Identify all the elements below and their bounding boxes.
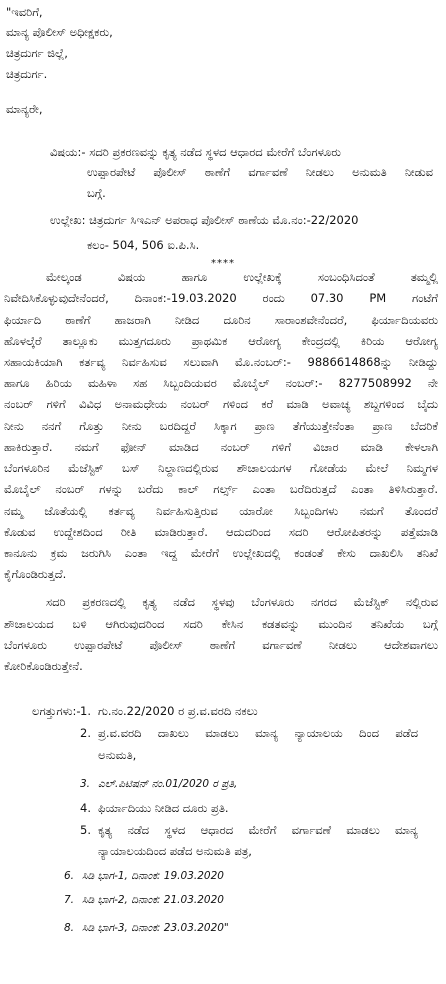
paragraph-line: ಕೈಗೊಂಡಿರುತ್ತದೆ. <box>4 567 67 581</box>
enclosure-item: ಪ್ರ.ವ.ವರದಿ ದಾಖಲು ಮಾಡಲು ಮಾನ್ಯ ನ್ಯಾಯಾಲಯ ದಿಂದ ಪಡೆದ <box>98 726 418 740</box>
enclosure-number: 4. <box>80 801 91 815</box>
enclosure-item: ಕೃತ್ಯ ನಡೆದ ಸ್ಥಳದ ಆಧಾರದ ಮೇರೆಗೆ ವರ್ಗಾವಣೆ ಮಾಡಲು ಮಾನ್ಯ <box>98 823 418 837</box>
paragraph-line: ಮೊಬೈಲ್ ನಂಬರ್ ಗಳನ್ನು ಬರೆದು ಕಾಲ್ ಗರ್ಲ್ಸ್ ಎಂತಾ ಬರೆದಿರುತ್ತದೆ ಎಂತಾ ತಿಳಿಸಿರುತ್ತಾರೆ. <box>4 482 438 496</box>
enclosure-number: 5. <box>80 823 91 837</box>
subject-line: ಬಗ್ಗೆ. <box>87 186 106 200</box>
paragraph-line: ಕಾನೂನು ಕ್ರಮ ಜರುಗಿಸಿ ಎಂತಾ ಇದ್ದ ಮೇರೆಗೆ ಉಲ್ಲೇಖದಲ್ಲಿ ಕಂಡಂತೆ ಕೇಸು ದಾಖಲಿಸಿ ತನಿಖೆ <box>4 546 438 560</box>
salutation: ಮಾನ್ಯರೇ, <box>6 102 43 116</box>
enclosure-number: 7. <box>64 894 75 906</box>
paragraph-line: ಸದರಿ ಪ್ರಕರಣದಲ್ಲಿ ಕೃತ್ಯ ನಡೆದ ಸ್ಥಳವು ಬೆಂಗಳೂರು ನಗರದ ಮೆಜೆಸ್ಟಿಕ್ ನಲ್ಲಿರುವ <box>46 595 438 609</box>
address-line: "ಇವರಿಗೆ, <box>6 5 43 19</box>
enclosure-item: ನ್ಯಾಯಾಲಯದಿಂದ ಪಡೆದ ಅನುಮತಿ ಪತ್ರ, <box>98 844 252 858</box>
enclosure-item: ಫಿರ್ಯಾದಿಯು ನೀಡಿದ ದೂರು ಪ್ರತಿ. <box>98 801 229 815</box>
enclosure-item: ಎಲ್.ಪಿಟಿಷನ್ ನಂ.01/2020 ರ ಪ್ರತಿ, <box>98 778 238 790</box>
paragraph-line: ಸಹಾಯಕಿಯಾಗಿ ಕರ್ತವ್ಯ ನಿರ್ವಹಿಸುವ ಸಲುವಾಗಿ ಮೊ.ನಂಬರ್:- 9886614868ನ್ನು ನೀಡಿದ್ದು <box>4 355 438 369</box>
paragraph-line: ನಿವೇದಿಸಿಕೊಳ್ಳುವುದೇನೆಂದರೆ, ದಿನಾಂಕ:-19.03.2020 ರಂದು 07.30 PM ಗಂಟೆಗೆ <box>4 291 438 305</box>
subject-line: ಉಪ್ಪಾರಪೇಟೆ ಪೊಲೀಸ್ ಠಾಣೆಗೆ ವರ್ಗಾವಣೆ ನೀಡಲು ಅನುಮತಿ ನೀಡುವ <box>87 165 433 179</box>
paragraph-line: ಬೆಂಗಳೂರು ಉಪ್ಪಾರಪೇಟೆ ಪೊಲೀಸ್ ಠಾಣೆಗೆ ವರ್ಗಾವಣೆ ನೀಡಲು ಆದೇಶವಾಗಲು <box>4 638 438 652</box>
paragraph-line: ಬೆಂಗಳೂರಿನ ಮೆಜೆಸ್ಟಿಕ್ ಬಸ್ ನಿಲ್ದಾಣದಲ್ಲಿರುವ ಶೌಚಾಲಯಗಳ ಗೋಡೆಯ ಮೇಲೆ ನಿಮ್ಮಗಳ <box>4 461 438 475</box>
subject-line: ವಿಷಯ:- ಸದರಿ ಪ್ರಕರಣವನ್ನು ಕೃತ್ಯ ನಡೆದ ಸ್ಥಳದ ಆಧಾರದ ಮೇರೆಗೆ ಬೆಂಗಳೂರು <box>50 145 341 159</box>
paragraph-line: ಕೊಡುವ ಉದ್ದೇಶದಿಂದ ರೀತಿ ಮಾಡಿರುತ್ತಾರೆ. ಆದುದರಿಂದ ಸದರಿ ಆರೋಪಿತರನ್ನು ಪತ್ತೆಮಾಡಿ <box>4 525 438 539</box>
enclosures-label: ಲಗತ್ತುಗಳು:- <box>32 704 81 718</box>
reference-line: ಕಲಂ- 504, 506 ಐ.ಪಿ.ಸಿ. <box>87 238 200 252</box>
enclosure-item: ಸಿಡಿ ಭಾಗ-3, ದಿನಾಂಕ: 23.03.2020" <box>82 922 229 934</box>
paragraph-line: ಕೋರಿಕೊಂಡಿರುತ್ತೇನೆ. <box>4 659 83 673</box>
enclosure-number: 2. <box>80 726 91 740</box>
enclosure-item: ಗು.ನಂ.22/2020 ರ ಪ್ರ.ವ.ವರದಿ ನಕಲು <box>98 704 258 718</box>
paragraph-line: ನಂಬರ್ ಗಳಿಗೆ ವಿವಿಧ ಅನಾಮಧೇಯ ನಂಬರ್ ಗಳಿಂದ ಕರೆ ಮಾಡಿ ಅವಾಚ್ಯ ಶಬ್ದಗಳಿಂದ ಬೈದು <box>4 397 438 411</box>
enclosure-number: 8. <box>64 922 75 934</box>
paragraph-line: ಮೇಲ್ಕಂಡ ವಿಷಯ ಹಾಗೂ ಉಲ್ಲೇಖಕ್ಕೆ ಸಂಬಂಧಿಸಿದಂತೆ ತಮ್ಮಲ್ಲಿ <box>46 270 438 284</box>
paragraph-line: ಹೊಳಲ್ಕೆರೆ ತಾಲ್ಲೂಕು ಮುತ್ತಗದೂರು ಪ್ರಾಥಮಿಕ ಆರೋಗ್ಯ ಕೇಂದ್ರದಲ್ಲಿ ಕಿರಿಯ ಆರೋಗ್ಯ <box>4 334 438 348</box>
enclosure-item: ಸಿಡಿ ಭಾಗ-2, ದಿನಾಂಕ: 21.03.2020 <box>82 894 224 906</box>
paragraph-line: ನೀನು ನನಗೆ ಗೊತ್ತು ನೀನು ಬರದಿದ್ದರೆ ಸಿಕ್ಕಾಗ ಪ್ರಾಣ ತೆಗೆಯುತ್ತೇನೆಂತಾ ಪ್ರಾಣ ಬೆದರಿಕೆ <box>4 419 438 433</box>
separator: **** <box>211 258 235 269</box>
enclosure-item: ಸಿಡಿ ಭಾಗ-1, ದಿನಾಂಕ: 19.03.2020 <box>82 870 224 882</box>
reference-line: ಉಲ್ಲೇಖ: ಚಿತ್ರದುರ್ಗ ಸಿಇಎನ್ ಅಪರಾಧ ಪೊಲೀಸ್ ಠಾಣೆಯ ಮೊ.ನಂ:-22/2020 <box>50 213 359 227</box>
paragraph-line: ನಮ್ಮ ಜೊತೆಯಲ್ಲಿ ಕರ್ತವ್ಯ ನಿರ್ವಹಿಸುತ್ತಿರುವ ಯಾರೋ ಸಿಬ್ಬಂದಿಗಳು ನಮಗೆ ತೊಂದರೆ <box>4 504 438 518</box>
address-line: ಚಿತ್ರದುರ್ಗ ಜಿಲ್ಲೆ, <box>6 46 68 60</box>
paragraph-line: ಹಾಗೂ ಹಿರಿಯ ಮಹಿಳಾ ಸಹ ಸಿಬ್ಬಂದಿಯವರ ಮೊಬೈಲ್ ನಂಬರ್:- 8277508992 ನೇ <box>4 376 438 390</box>
enclosure-item: ಅನುಮತಿ, <box>98 748 137 762</box>
paragraph-line: ಫಿರ್ಯಾದಿ ಠಾಣೆಗೆ ಹಾಜರಾಗಿ ನೀಡಿದ ದೂರಿನ ಸಾರಾಂಶವೇನೆಂದರೆ, ಫಿರ್ಯಾದಿಯವರು <box>4 313 438 327</box>
enclosure-number: 3. <box>80 778 91 790</box>
enclosure-number: 6. <box>64 870 75 882</box>
address-line: ಚಿತ್ರದುರ್ಗ. <box>6 67 48 81</box>
address-line: ಮಾನ್ಯ ಪೊಲೀಸ್ ಅಧೀಕ್ಷಕರು, <box>6 25 113 39</box>
paragraph-line: ಶೌಚಾಲಯದ ಬಳಿ ಆಗಿರುವುದರಿಂದ ಸದರಿ ಕೇಸಿನ ಕಡತವನ್ನು ಮುಂದಿನ ತನಿಖೆಯ ಬಗ್ಗೆ <box>4 617 438 631</box>
paragraph-line: ಹಾಕಿರುತ್ತಾರೆ. ನಮಗೆ ಫೋನ್ ಮಾಡಿದ ನಂಬರ್ ಗಳಿಗೆ ವಿಚಾರ ಮಾಡಿ ಕೇಳಲಾಗಿ <box>4 440 438 454</box>
enclosure-number: 1. <box>80 704 91 718</box>
